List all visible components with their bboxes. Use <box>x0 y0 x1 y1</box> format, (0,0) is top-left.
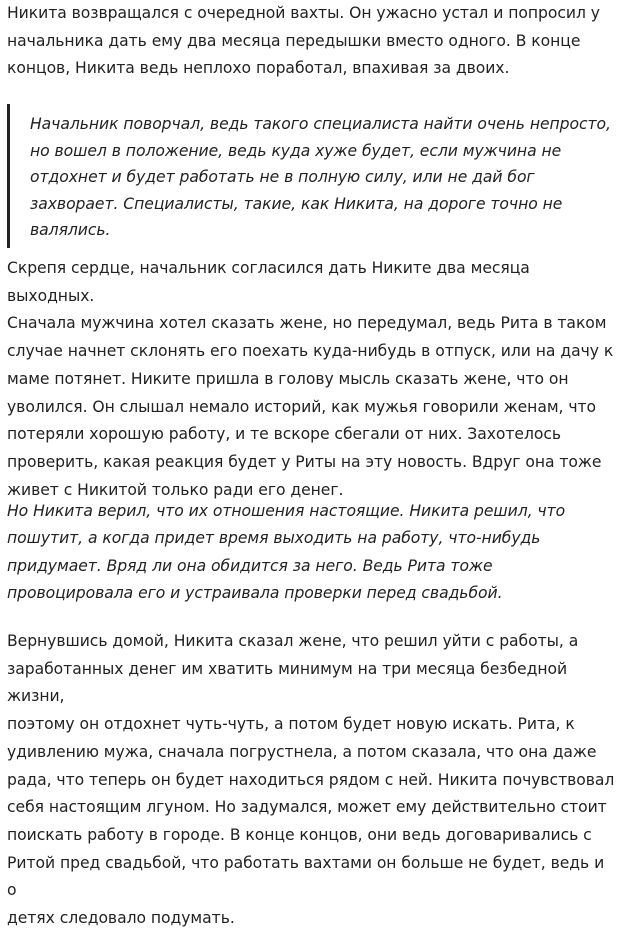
article-paragraph: Никита возвращался с очередной вахты. Он ужасно устал и попросил у начальника дать ему два месяца передышки вместо одного. В конце концов, Никита ведь неплохо поработал, впахивая за двоих. <box>7 4 600 78</box>
blockquote <box>7 104 617 248</box>
article-paragraph: Вернувшись домой, Никита сказал жене, что решил уйти с работы, а заработанных денег им хватить минимум на три месяца безбедной жизни, поэтому он отдохнет чуть-чуть, а потом будет новую искать. Рита, к удивлению мужа, сначала погрустнела, а потом сказала, что она даже рада, что теперь он будет находиться рядом с ней. Никита почувствовал себя настоящим лгуном. Но задумался, может ему действительно стоит поискать работу в городе. В конце концов, они ведь договаривались с Ритой пред свадьбой, что работать вахтами он больше не будет, ведь и о детях следовало подумать. <box>7 632 615 928</box>
article-paragraph-italic: Но Никита верил, что их отношения настоящие. Никита решил, что пошутит, а когда придет время выходить на работу, что-нибудь придумает. Вряд ли она обидится за него. Ведь Рита тоже провоцировала его и устраивала проверки перед свадьбой. <box>7 502 566 603</box>
article-paragraph: Скрепя сердце, начальник согласился дать Никите два месяца выходных. Сначала мужчина хотел сказать жене, но передумал, ведь Рита в таком случае начнет склонять его поехать куда-нибудь в отпуск, или на дачу к маме потянет. Никите пришла в голову мысль сказать жене, что он уволился. Он слышал немало историй, как мужья говорили женам, что потеряли хорошую работу, и те вскоре сбегали от них. Захотелось проверить, какая реакция будет у Риты на эту новость. Вдруг она тоже живет с Никитой только ради его денег. <box>7 259 614 499</box>
quote-text: Начальник поворчал, ведь такого специалиста найти очень непросто, но вошел в положение, ведь куда хуже будет, если мужчина не отдохнет и будет работать не в полную силу, или не дай бог захворает. Специалисты, такие, как Никита, на дороге точно не валялись. <box>30 115 611 239</box>
